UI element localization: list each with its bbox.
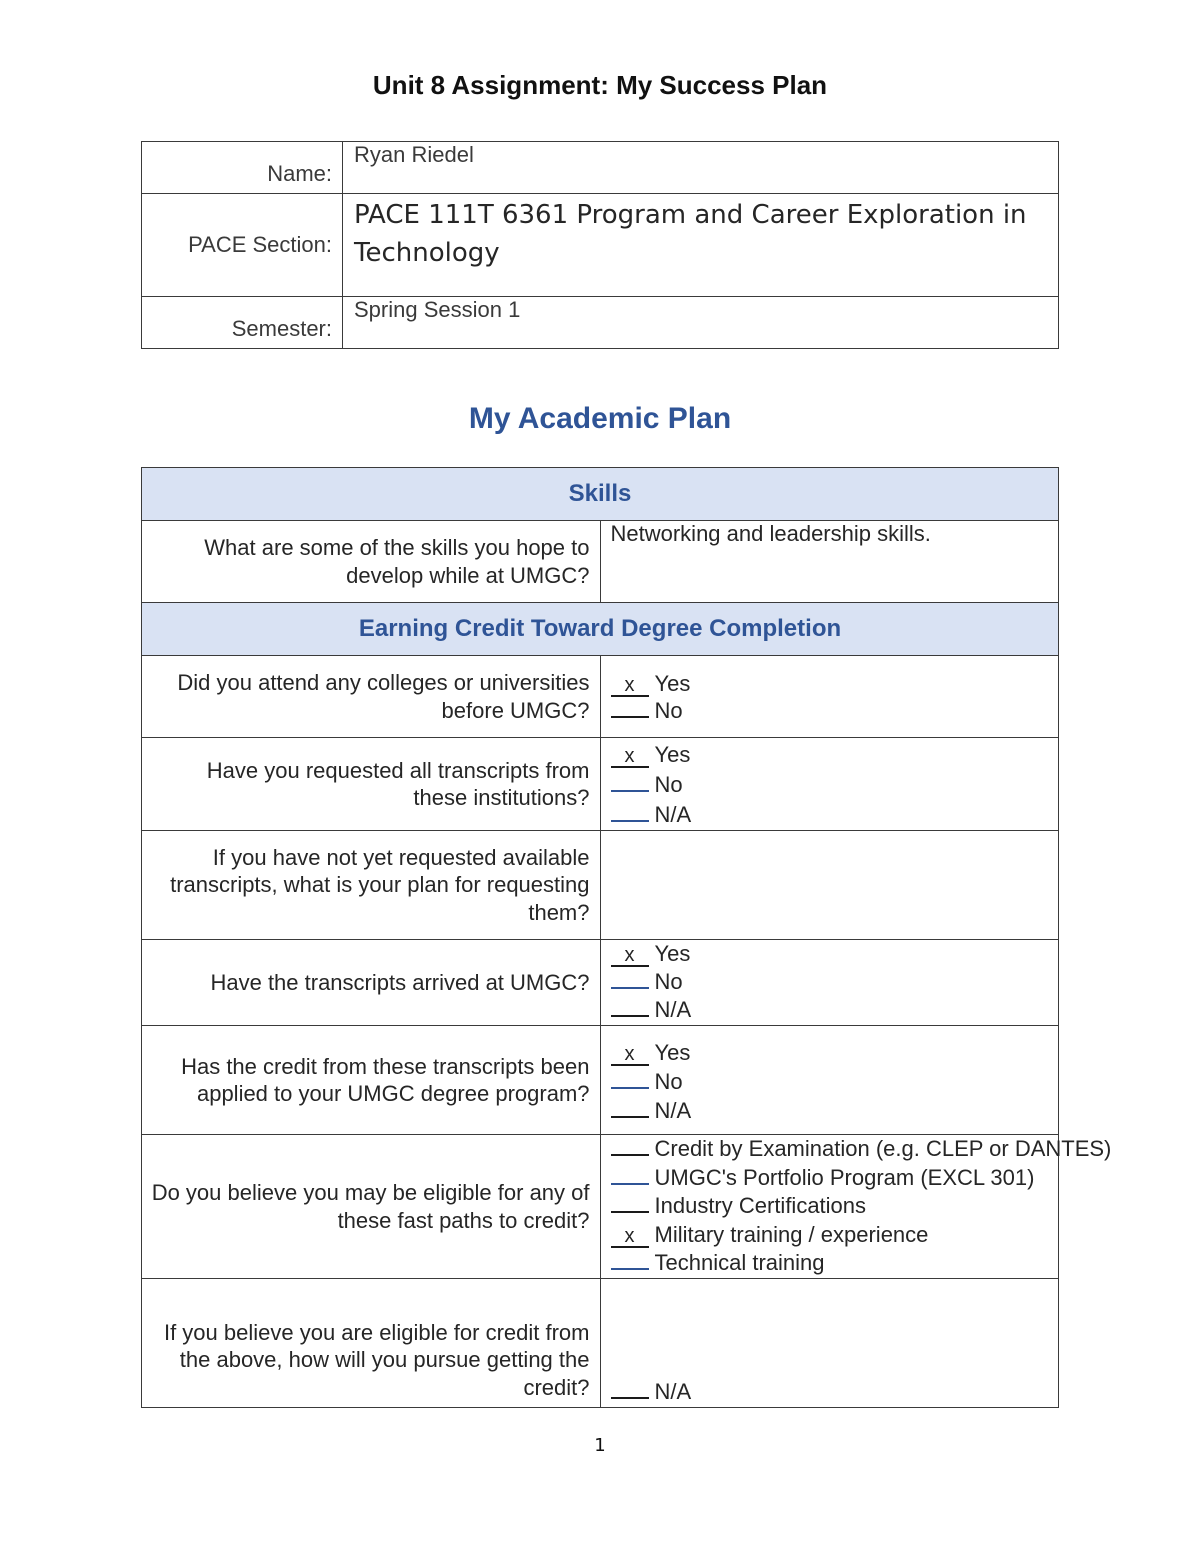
option-mark[interactable] <box>611 1211 649 1213</box>
option-mark[interactable] <box>611 987 649 989</box>
credit-header: Earning Credit Toward Degree Completion <box>142 603 1059 656</box>
name-row <box>142 142 1059 194</box>
option-item[interactable] <box>611 1192 1059 1221</box>
skills-question: What are some of the skills you hope to develop while at UMGC? <box>142 521 601 603</box>
question-text: Have you requested all transcripts from these institutions? <box>142 738 601 831</box>
option-label: Yes <box>654 671 691 696</box>
option-item[interactable] <box>611 697 1059 724</box>
question-row <box>142 940 1059 1026</box>
option-mark[interactable] <box>611 1154 649 1156</box>
answer-options <box>600 940 1059 1026</box>
option-label: Industry Certifications <box>654 1193 867 1218</box>
section-value[interactable]: PACE 111T 6361 Program and Career Exploration in Technology <box>343 194 1059 297</box>
option-item[interactable] <box>611 1221 1059 1250</box>
option-mark[interactable] <box>611 790 649 792</box>
question-row <box>142 1026 1059 1135</box>
question-text: Has the credit from these transcripts been applied to your UMGC degree program? <box>142 1026 601 1135</box>
option-item[interactable] <box>611 996 1059 1024</box>
option-label: N/A <box>654 997 692 1022</box>
transcript-plan-answer[interactable] <box>600 831 1059 940</box>
name-label: Name: <box>142 142 343 194</box>
question-row <box>142 1279 1059 1408</box>
semester-value[interactable]: Spring Session 1 <box>343 297 1059 349</box>
option-item[interactable] <box>611 670 1059 697</box>
section-row <box>142 194 1059 297</box>
option-mark[interactable]: x <box>611 1226 649 1248</box>
option-item[interactable] <box>611 1067 1059 1096</box>
option-label: N/A <box>654 802 692 827</box>
option-label: Credit by Examination (e.g. CLEP or DANTES) <box>654 1136 1112 1161</box>
question-text: If you have not yet requested available transcripts, what is your plan for requesting them? <box>142 831 601 940</box>
option-label: Yes <box>654 1040 691 1065</box>
skills-header: Skills <box>142 468 1059 521</box>
question-text: Do you believe you may be eligible for any of these fast paths to credit? <box>142 1135 601 1279</box>
question-row <box>142 831 1059 940</box>
option-label: Yes <box>654 742 691 767</box>
question-row <box>142 738 1059 831</box>
option-mark[interactable] <box>611 1087 649 1089</box>
academic-plan-title: My Academic Plan <box>468 402 732 435</box>
option-item[interactable] <box>611 800 1059 830</box>
option-item[interactable] <box>611 1379 1059 1405</box>
semester-row <box>142 297 1059 349</box>
page-number: 1 <box>594 1435 606 1456</box>
option-mark[interactable] <box>611 1397 649 1399</box>
answer-options <box>600 1279 1059 1408</box>
skills-row <box>142 521 1059 603</box>
option-item[interactable] <box>611 1135 1112 1164</box>
option-item[interactable] <box>611 940 1059 968</box>
option-label: N/A <box>654 1379 692 1404</box>
option-label: N/A <box>654 1098 692 1123</box>
option-item[interactable] <box>611 1249 1059 1278</box>
question-row <box>142 656 1059 738</box>
student-info-table <box>141 141 1059 349</box>
option-item[interactable] <box>611 968 1059 996</box>
answer-options <box>600 1135 1112 1279</box>
option-mark[interactable]: x <box>611 945 649 967</box>
answer-options <box>600 1026 1059 1135</box>
option-item[interactable] <box>611 740 1059 770</box>
option-mark[interactable] <box>611 1015 649 1017</box>
skills-answer[interactable]: Networking and leadership skills. <box>600 521 1059 603</box>
option-item[interactable] <box>611 1096 1059 1125</box>
option-mark[interactable] <box>611 716 649 718</box>
option-mark[interactable]: x <box>611 746 649 768</box>
option-item[interactable] <box>611 770 1059 800</box>
option-mark[interactable]: x <box>611 1044 649 1066</box>
option-mark[interactable]: x <box>611 675 649 697</box>
option-mark[interactable] <box>611 1268 649 1270</box>
option-label: Yes <box>654 941 691 966</box>
option-mark[interactable] <box>611 820 649 822</box>
option-label: No <box>654 698 683 723</box>
option-label: No <box>654 969 683 994</box>
option-label: No <box>654 1069 683 1094</box>
semester-label: Semester: <box>142 297 343 349</box>
option-item[interactable] <box>611 1038 1059 1067</box>
document-title: Unit 8 Assignment: My Success Plan <box>372 70 828 100</box>
skills-header-row <box>142 468 1059 521</box>
answer-options <box>600 738 1059 831</box>
option-label: Military training / experience <box>654 1221 929 1247</box>
question-text: If you believe you are eligible for credit from the above, how will you pursue getting the credit? <box>142 1279 601 1408</box>
question-row <box>142 1135 1059 1279</box>
option-mark[interactable] <box>611 1183 649 1185</box>
section-label: PACE Section: <box>142 194 343 297</box>
option-mark[interactable] <box>611 1116 649 1118</box>
question-text: Did you attend any colleges or universities before UMGC? <box>142 656 601 738</box>
credit-header-row <box>142 603 1059 656</box>
answer-options <box>600 656 1059 738</box>
option-label: No <box>654 772 683 797</box>
option-item[interactable] <box>611 1164 1059 1193</box>
academic-plan-table <box>141 467 1112 1408</box>
name-value[interactable]: Ryan Riedel <box>343 142 1059 194</box>
option-label: Technical training <box>654 1250 825 1275</box>
option-label: UMGC's Portfolio Program (EXCL 301) <box>654 1164 1035 1190</box>
question-text: Have the transcripts arrived at UMGC? <box>142 940 601 1026</box>
